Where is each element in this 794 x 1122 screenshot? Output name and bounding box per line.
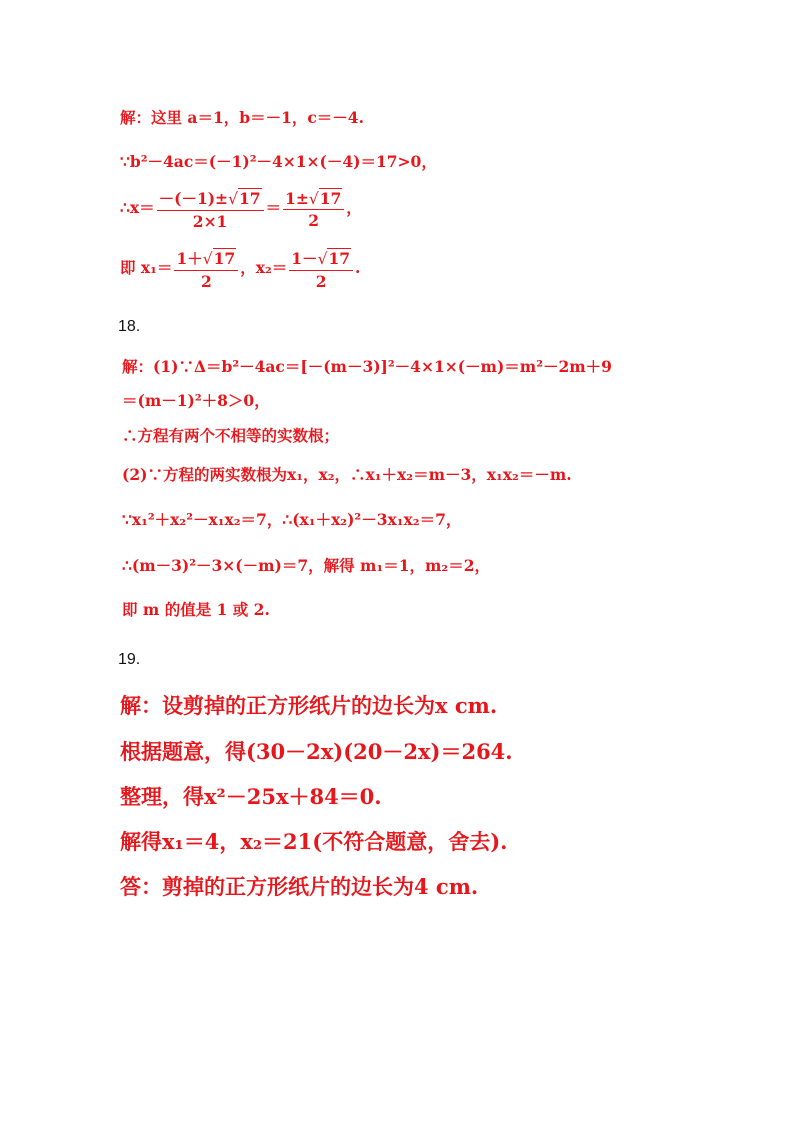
q18-line-2: ＝(m－1)²＋8＞0， [122, 391, 270, 410]
q19-line-5: 答：剪掉的正方形纸片的边长为4 cm. [120, 874, 479, 899]
q18-line-5: ∵x₁²＋x₂²－x₁x₂＝7，∴(x₁＋x₂)²－3x₁x₂＝7， [122, 510, 462, 529]
q17-fraction-2-num: 1± [285, 189, 309, 208]
q17-line-4-prefix: 即 [120, 258, 136, 277]
q17-fraction-3-den: 2 [200, 272, 212, 291]
q17-fraction-2 [283, 188, 344, 230]
q17-line-3-prefix: ∴x＝ [120, 198, 155, 217]
q18-line-6: ∴(m－3)²－3×(－m)＝7，解得 m₁＝1，m₂＝2， [122, 556, 490, 575]
question-number-19: 19. [118, 651, 141, 668]
q17-eq: ＝ [265, 198, 282, 217]
q17-fraction-4-den: 2 [315, 272, 327, 291]
q17-line-4 [120, 247, 360, 291]
q19-line-4: 解得x₁＝4，x₂＝21(不符合题意，舍去). [120, 829, 508, 854]
q18-line-3: ∴方程有两个不相等的实数根； [122, 426, 340, 445]
q19-line-3: 整理，得x²－25x＋84＝0. [120, 784, 382, 809]
question-number-18: 18. [118, 318, 141, 335]
q17-fraction-1-num: －(－1)± [158, 189, 229, 208]
q17-x1-label: x₁＝ [140, 258, 173, 277]
q18-line-7: 即 m 的值是 1 或 2. [122, 600, 270, 619]
q17-fraction-4 [289, 247, 353, 291]
q17-comma: ， [346, 198, 362, 217]
q17-fraction-2-den: 2 [308, 211, 320, 230]
q17-fraction-3-num: 1＋ [176, 249, 203, 268]
sqrt-icon: √ [202, 250, 213, 268]
q17-line-2: ∵b²－4ac＝(－1)²－4×1×(－4)＝17>0， [120, 152, 437, 171]
q19-line-1: 解：设剪掉的正方形纸片的边长为x cm. [120, 693, 498, 718]
q18-line-1: 解：(1)∵Δ＝b²－4ac＝[－(m－3)]²－4×1×(－m)＝m²－2m＋9 [122, 357, 612, 376]
q17-x2-label: x₂＝ [255, 258, 288, 277]
q17-radicand: 17 [213, 249, 236, 268]
q17-line-3 [120, 187, 362, 231]
sqrt-icon: √ [228, 190, 238, 208]
q19-line-2: 根据题意，得(30－2x)(20－2x)＝264. [120, 739, 513, 764]
q17-period: . [355, 258, 361, 277]
q17-comma: ， [240, 258, 256, 277]
q17-radicand: 17 [319, 189, 342, 208]
q17-fraction-1-den: 2×1 [192, 212, 228, 231]
sqrt-icon: √ [308, 190, 319, 208]
q17-radicand: 17 [238, 189, 261, 208]
q17-fraction-1 [157, 187, 264, 231]
sqrt-icon: √ [317, 250, 328, 268]
q18-line-4: (2)∵方程的两实数根为x₁，x₂，∴x₁＋x₂＝m－3，x₁x₂＝－m. [122, 465, 572, 484]
q17-fraction-3 [174, 247, 238, 291]
q17-line-1: 解：这里 a＝1，b＝－1，c＝－4. [120, 108, 364, 127]
q17-fraction-4-num: 1－ [291, 249, 318, 268]
q17-radicand: 17 [328, 249, 351, 268]
